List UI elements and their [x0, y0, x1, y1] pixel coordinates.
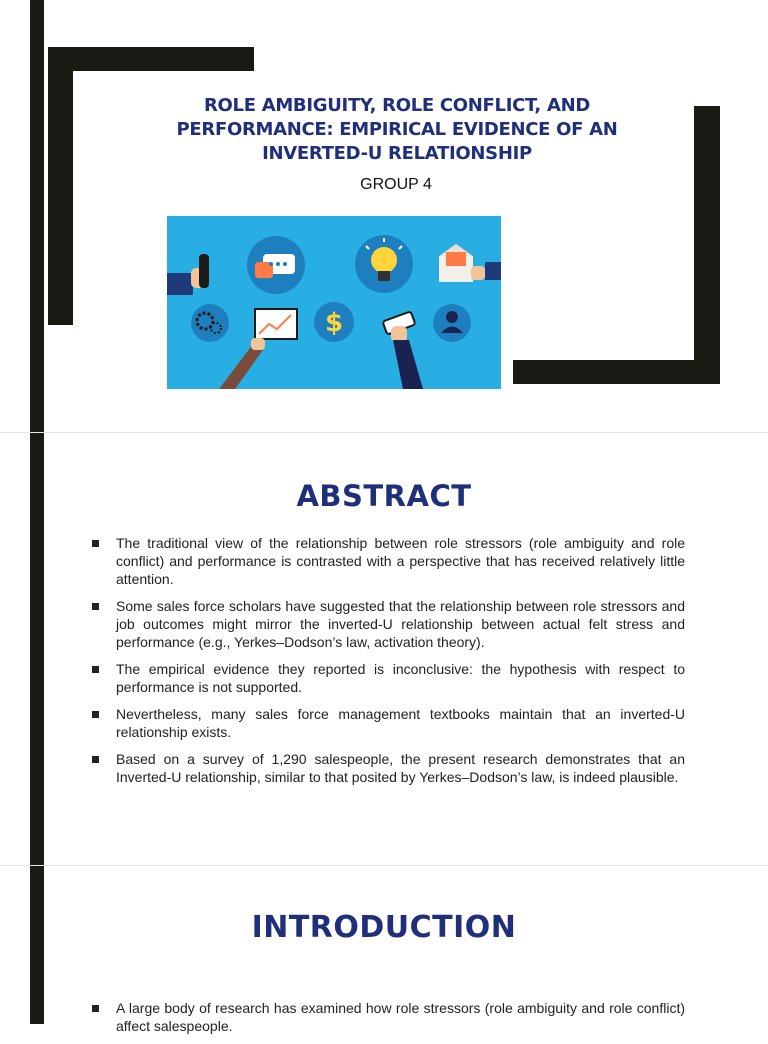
user-icon [433, 304, 471, 342]
hero-illustration [167, 216, 501, 389]
left-accent-bar [30, 0, 44, 432]
gear-icon [191, 304, 229, 342]
frame-bottom-right-horizontal [513, 360, 720, 384]
list-item-text: Based on a survey of 1,290 salespeople, the present research demonstrates that an Inverted-U relationship, similar to that posited by Yerkes–Dodson’s law, is indeed plausible. [116, 751, 685, 785]
abstract-slide [0, 433, 768, 865]
list-item-text: The traditional view of the relationship between role stressors (role ambiguity and role conflict) and performance is contrasted with a perspective that has received relatively little attention. [116, 535, 685, 587]
bullet-square-icon [92, 540, 99, 547]
list-item [92, 597, 685, 651]
abstract-list [92, 534, 685, 795]
phone-icon [167, 254, 209, 295]
list-item [92, 705, 685, 741]
introduction-slide [0, 866, 768, 1034]
bullet-square-icon [92, 711, 99, 718]
list-item-text: The empirical evidence they reported is inconclusive: the hypothesis with respect to performance is not supported. [116, 661, 685, 695]
svg-text:$: $ [324, 308, 344, 338]
bullet-square-icon [92, 603, 99, 610]
introduction-heading: INTRODUCTION [251, 910, 517, 945]
chat-icon [247, 236, 305, 294]
list-item [92, 660, 685, 696]
bullet-square-icon [92, 666, 99, 673]
list-item-text: A large body of research has examined how role stressors (role ambiguity and role conflict) affect salespeople. [116, 1000, 685, 1034]
introduction-list [92, 999, 685, 1044]
title-slide [0, 0, 768, 432]
list-item-text: Nevertheless, many sales force management textbooks maintain that an inverted-U relationship exists. [116, 706, 685, 740]
group-label: GROUP 4 [360, 176, 432, 193]
list-item-text: Some sales force scholars have suggested that the relationship between role stressors and job outcomes might mirror the inverted-U relationship between actual felt stress and performance (e.g., Yerkes–Dodson’s law, activation theory). [116, 598, 685, 650]
page-title: ROLE AMBIGUITY, ROLE CONFLICT, AND PERFORMANCE: EMPIRICAL EVIDENCE OF AN INVERTED-U RELATIONSHIP [176, 95, 618, 164]
list-item [92, 750, 685, 786]
list-item [92, 999, 685, 1035]
frame-top-left-horizontal [48, 47, 254, 71]
frame-bottom-right-vertical [694, 106, 720, 384]
chart-icon [219, 309, 297, 389]
lightbulb-icon [355, 235, 413, 293]
dollar-icon [314, 302, 354, 342]
envelope-icon [439, 244, 501, 282]
frame-top-left-vertical [48, 47, 73, 325]
smartphone-icon [383, 311, 423, 389]
left-accent-bar [30, 866, 44, 1024]
list-item [92, 534, 685, 588]
abstract-heading: ABSTRACT [296, 479, 472, 513]
bullet-square-icon [92, 1005, 99, 1012]
bullet-square-icon [92, 756, 99, 763]
